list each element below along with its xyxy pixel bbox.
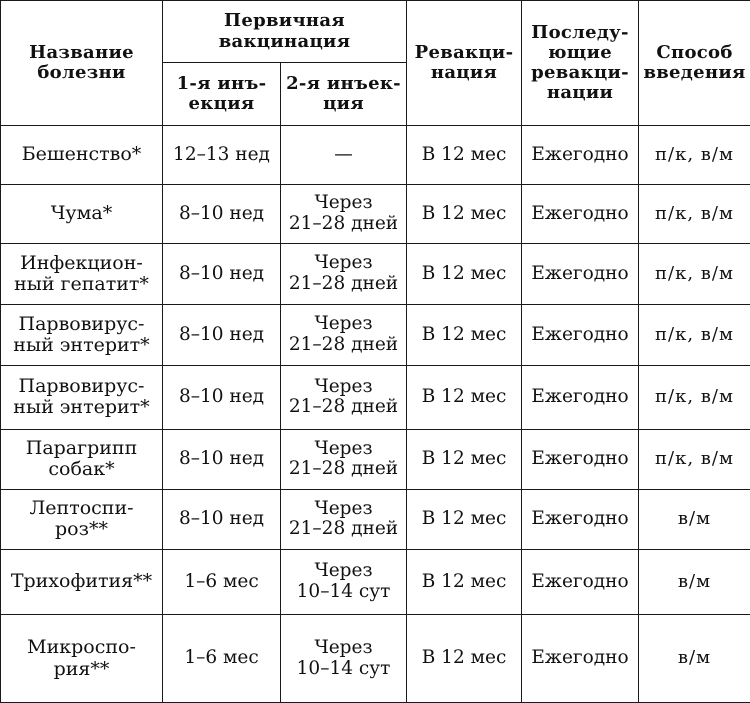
subsequent-cell: Ежегодно bbox=[522, 365, 639, 429]
header-subsequent-revaccinations bbox=[522, 1, 639, 126]
header-second-injection bbox=[281, 63, 407, 126]
disease-name: Бешенство* bbox=[21, 143, 142, 166]
disease-name: Парагрипп bbox=[25, 437, 138, 460]
second-injection-text: Через bbox=[314, 560, 373, 582]
revaccination-cell: В 12 мес bbox=[407, 489, 522, 549]
header-primary-line: вакцинация bbox=[218, 30, 351, 52]
header-disease-line: болезни bbox=[37, 62, 126, 83]
disease-cell bbox=[1, 126, 163, 185]
disease-name: Трихофития** bbox=[10, 570, 153, 593]
method-cell: п/к, в/м bbox=[639, 304, 750, 365]
disease-cell bbox=[1, 243, 163, 304]
subsequent-cell: Ежегодно bbox=[522, 243, 639, 304]
method-cell: в/м bbox=[639, 549, 750, 614]
header-disease-line: Название bbox=[29, 41, 134, 63]
revaccination-cell: В 12 мес bbox=[407, 126, 522, 185]
header-second-injection-line: 2-я инъек- bbox=[286, 72, 401, 94]
subsequent-cell: Ежегодно bbox=[522, 429, 639, 489]
first-injection-cell: 8–10 нед bbox=[163, 429, 281, 489]
header-subsequent-line: нации bbox=[546, 82, 614, 104]
table-row bbox=[1, 243, 750, 304]
second-injection-text: Через bbox=[314, 313, 373, 335]
subsequent-cell: Ежегодно bbox=[522, 549, 639, 614]
table-row bbox=[1, 365, 750, 429]
first-injection-cell: 12–13 нед bbox=[163, 126, 281, 185]
header-primary-vaccination bbox=[163, 1, 407, 63]
revaccination-cell: В 12 мес bbox=[407, 549, 522, 614]
header-second-injection-line: ция bbox=[323, 93, 364, 114]
table-row bbox=[1, 549, 750, 614]
subsequent-cell: Ежегодно bbox=[522, 615, 639, 703]
table-row bbox=[1, 184, 750, 243]
second-injection-cell bbox=[281, 489, 407, 549]
header-first-injection-line: 1-я инъ- bbox=[176, 72, 267, 94]
second-injection-text: 21–28 дней bbox=[288, 396, 399, 418]
header-primary-line: Первичная bbox=[224, 10, 345, 32]
first-injection-cell: 8–10 нед bbox=[163, 243, 281, 304]
method-cell: в/м bbox=[639, 489, 750, 549]
second-injection-text: 21–28 дней bbox=[288, 212, 399, 234]
disease-name: ный энтерит* bbox=[13, 333, 150, 356]
table-row bbox=[1, 615, 750, 703]
second-injection-cell bbox=[281, 549, 407, 614]
first-injection-cell: 1–6 мес bbox=[163, 549, 281, 614]
disease-cell bbox=[1, 184, 163, 243]
first-injection-cell: 1–6 мес bbox=[163, 615, 281, 703]
disease-cell bbox=[1, 549, 163, 614]
second-injection-text: — bbox=[334, 143, 353, 165]
second-injection-text: Через bbox=[314, 437, 373, 459]
second-injection-cell bbox=[281, 126, 407, 185]
disease-name: Парвовирус- bbox=[18, 375, 145, 398]
first-injection-cell: 8–10 нед bbox=[163, 304, 281, 365]
disease-name: Лептоспи- bbox=[29, 497, 134, 520]
method-cell: п/к, в/м bbox=[639, 126, 750, 185]
revaccination-cell: В 12 мес bbox=[407, 615, 522, 703]
table-row bbox=[1, 489, 750, 549]
second-injection-text: 21–28 дней bbox=[288, 518, 399, 540]
subsequent-cell: Ежегодно bbox=[522, 184, 639, 243]
second-injection-text: 10–14 сут bbox=[296, 657, 391, 679]
disease-name: ный энтерит* bbox=[13, 396, 150, 419]
disease-name: Инфекцион- bbox=[20, 251, 143, 274]
disease-cell bbox=[1, 365, 163, 429]
header-disease bbox=[1, 1, 163, 126]
method-cell: п/к, в/м bbox=[639, 243, 750, 304]
subsequent-cell: Ежегодно bbox=[522, 126, 639, 185]
disease-name: роз** bbox=[55, 518, 108, 541]
disease-name: Микроспо- bbox=[27, 636, 136, 659]
header-first-injection bbox=[163, 63, 281, 126]
second-injection-cell bbox=[281, 304, 407, 365]
subsequent-cell: Ежегодно bbox=[522, 304, 639, 365]
revaccination-cell: В 12 мес bbox=[407, 184, 522, 243]
second-injection-text: 21–28 дней bbox=[288, 333, 399, 355]
method-cell: п/к, в/м bbox=[639, 184, 750, 243]
method-cell: п/к, в/м bbox=[639, 429, 750, 489]
second-injection-cell bbox=[281, 429, 407, 489]
method-cell: в/м bbox=[639, 615, 750, 703]
revaccination-cell: В 12 мес bbox=[407, 304, 522, 365]
header-method bbox=[639, 1, 750, 126]
header-subsequent-line: ревакци- bbox=[531, 62, 629, 83]
disease-name: Парвовирус- bbox=[18, 312, 145, 335]
second-injection-text: Через bbox=[314, 375, 373, 397]
table-row bbox=[1, 126, 750, 185]
disease-cell bbox=[1, 489, 163, 549]
header-subsequent-line: ющие bbox=[548, 41, 612, 63]
second-injection-text: 21–28 дней bbox=[288, 458, 399, 480]
second-injection-text: Через bbox=[314, 497, 373, 519]
second-injection-cell bbox=[281, 184, 407, 243]
header-revaccination-line: нация bbox=[430, 62, 498, 83]
header-method-line: введения bbox=[643, 62, 746, 83]
second-injection-cell bbox=[281, 243, 407, 304]
second-injection-text: 21–28 дней bbox=[288, 272, 399, 294]
first-injection-cell: 8–10 нед bbox=[163, 365, 281, 429]
header-revaccination-line: Ревакци- bbox=[414, 41, 514, 63]
table-row bbox=[1, 429, 750, 489]
table-row bbox=[1, 304, 750, 365]
header-revaccination bbox=[407, 1, 522, 126]
disease-name: ный гепатит* bbox=[14, 272, 149, 295]
disease-cell bbox=[1, 429, 163, 489]
disease-name: Чума* bbox=[50, 202, 113, 225]
method-cell: п/к, в/м bbox=[639, 365, 750, 429]
disease-name: рия** bbox=[53, 657, 110, 680]
second-injection-text: Через bbox=[314, 636, 373, 658]
subsequent-cell: Ежегодно bbox=[522, 489, 639, 549]
header-method-line: Способ bbox=[656, 41, 733, 63]
disease-name: собак* bbox=[48, 458, 115, 481]
first-injection-cell: 8–10 нед bbox=[163, 489, 281, 549]
revaccination-cell: В 12 мес bbox=[407, 365, 522, 429]
revaccination-cell: В 12 мес bbox=[407, 429, 522, 489]
second-injection-text: 10–14 сут bbox=[296, 580, 391, 602]
disease-cell bbox=[1, 615, 163, 703]
disease-cell bbox=[1, 304, 163, 365]
second-injection-text: Через bbox=[314, 192, 373, 214]
second-injection-cell bbox=[281, 615, 407, 703]
first-injection-cell: 8–10 нед bbox=[163, 184, 281, 243]
revaccination-cell: В 12 мес bbox=[407, 243, 522, 304]
header-first-injection-line: екция bbox=[188, 93, 255, 114]
second-injection-cell bbox=[281, 365, 407, 429]
second-injection-text: Через bbox=[314, 252, 373, 274]
header-subsequent-line: Последу- bbox=[531, 21, 629, 43]
